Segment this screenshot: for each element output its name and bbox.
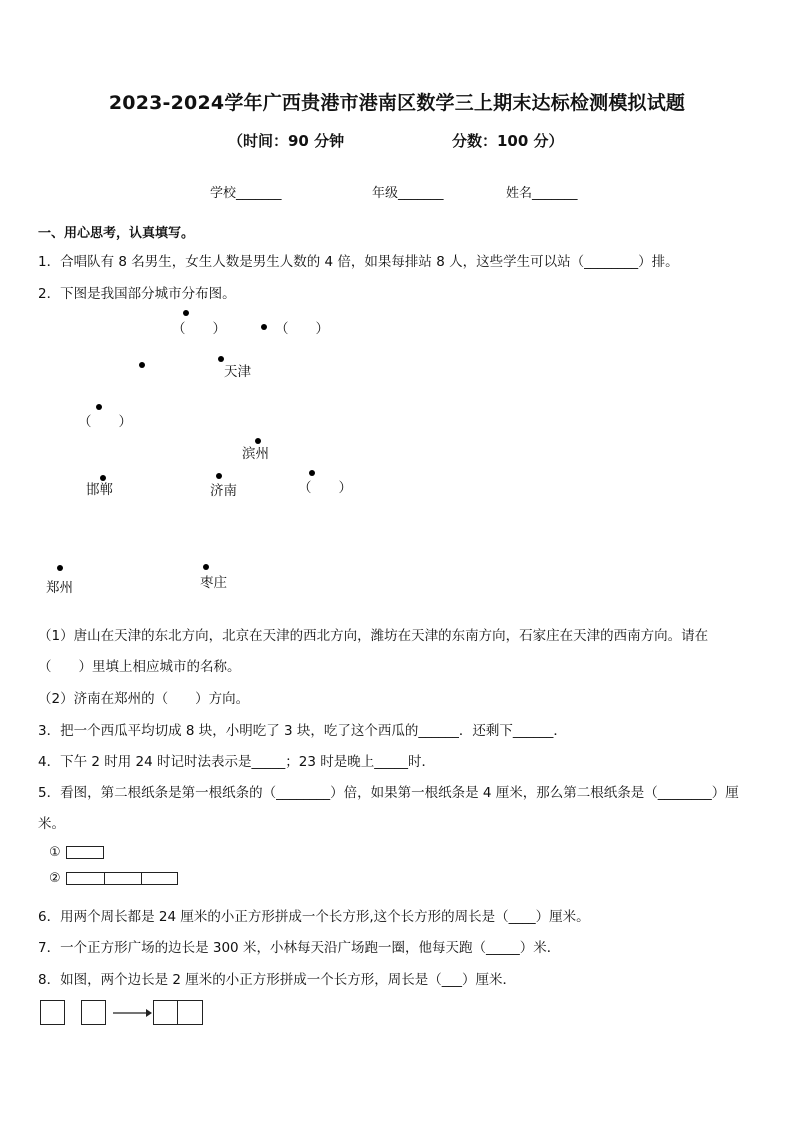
question-5b: 米。	[38, 816, 65, 832]
city-label-handan: 邯郸	[86, 482, 113, 498]
question-2-part-1b: （ ）里填上相应城市的名称。	[38, 659, 241, 675]
grade-field[interactable]: 年级_______	[372, 186, 444, 201]
city-label-jinan: 济南	[210, 483, 237, 499]
question-2-part-1a: （1）唐山在天津的东北方向，北京在天津的西北方向，潍坊在天津的东南方向，石家庄在天津的西南方向。请在	[38, 628, 709, 644]
city-label-tianjin: 天津	[224, 364, 251, 380]
strip-divider	[104, 873, 105, 884]
combined-rectangle	[153, 1000, 203, 1025]
strip-1-label: ①	[49, 845, 61, 860]
question-6: 6．用两个周长都是 24 厘米的小正方形拼成一个长方形,这个长方形的周长是（____）厘米。	[38, 909, 590, 925]
paper-strip-2	[66, 872, 178, 885]
city-label-binzhou: 滨州	[242, 446, 269, 462]
question-5a: 5．看图，第二根纸条是第一根纸条的（________）倍，如果第一根纸条是 4 厘米，那么第二根纸条是（________）厘	[38, 785, 739, 801]
arrow-icon	[112, 1006, 152, 1020]
city-dot-zhengzhou	[57, 565, 63, 571]
rectangle-divider	[177, 1001, 178, 1024]
blank-tangshan[interactable]: （ ）	[275, 321, 329, 337]
small-square-2	[81, 1000, 106, 1025]
section-heading: 一、用心思考，认真填写。	[38, 226, 195, 241]
city-dot-zaozhuang	[203, 564, 209, 570]
city-label-zhengzhou: 郑州	[46, 580, 73, 596]
blank-beijing[interactable]: （ ）	[172, 321, 226, 337]
city-map	[0, 300, 794, 600]
question-1: 1．合唱队有 8 名男生，女生人数是男生人数的 4 倍，如果每排站 8 人，这些学生可以站（________）排。	[38, 254, 679, 270]
strip-2-label: ②	[49, 871, 61, 886]
small-square-1	[40, 1000, 65, 1025]
question-2: 2．下图是我国部分城市分布图。	[38, 286, 236, 302]
blank-shijiazhuang[interactable]: （ ）	[78, 414, 132, 430]
city-dot-tangshan	[261, 324, 267, 330]
city-dot-unlabeled	[139, 362, 145, 368]
strip-divider	[141, 873, 142, 884]
city-dot-beijing	[183, 310, 189, 316]
exam-score: 分数：100 分）	[452, 132, 564, 150]
page-title: 2023-2024学年广西贵港市港南区数学三上期末达标检测模拟试题	[108, 92, 686, 114]
paper-strip-1	[66, 846, 104, 859]
exam-time: （时间：90 分钟	[228, 132, 345, 150]
name-field[interactable]: 姓名_______	[506, 186, 578, 201]
city-label-zaozhuang: 枣庄	[200, 575, 227, 591]
question-2-part-2: （2）济南在郑州的（ ）方向。	[38, 691, 250, 707]
question-3: 3．把一个西瓜平均切成 8 块，小明吃了 3 块，吃了这个西瓜的______．还剩下______．	[38, 723, 567, 739]
question-8: 8．如图，两个边长是 2 厘米的小正方形拼成一个长方形，周长是（___）厘米．	[38, 972, 517, 988]
question-7: 7．一个正方形广场的边长是 300 米，小林每天沿广场跑一圈，他每天跑（_____）米．	[38, 940, 561, 956]
blank-weifang[interactable]: （ ）	[298, 480, 352, 496]
school-field[interactable]: 学校_______	[210, 186, 282, 201]
question-4: 4．下午 2 时用 24 时记时法表示是_____；23 时是晚上_____时．	[38, 754, 435, 770]
